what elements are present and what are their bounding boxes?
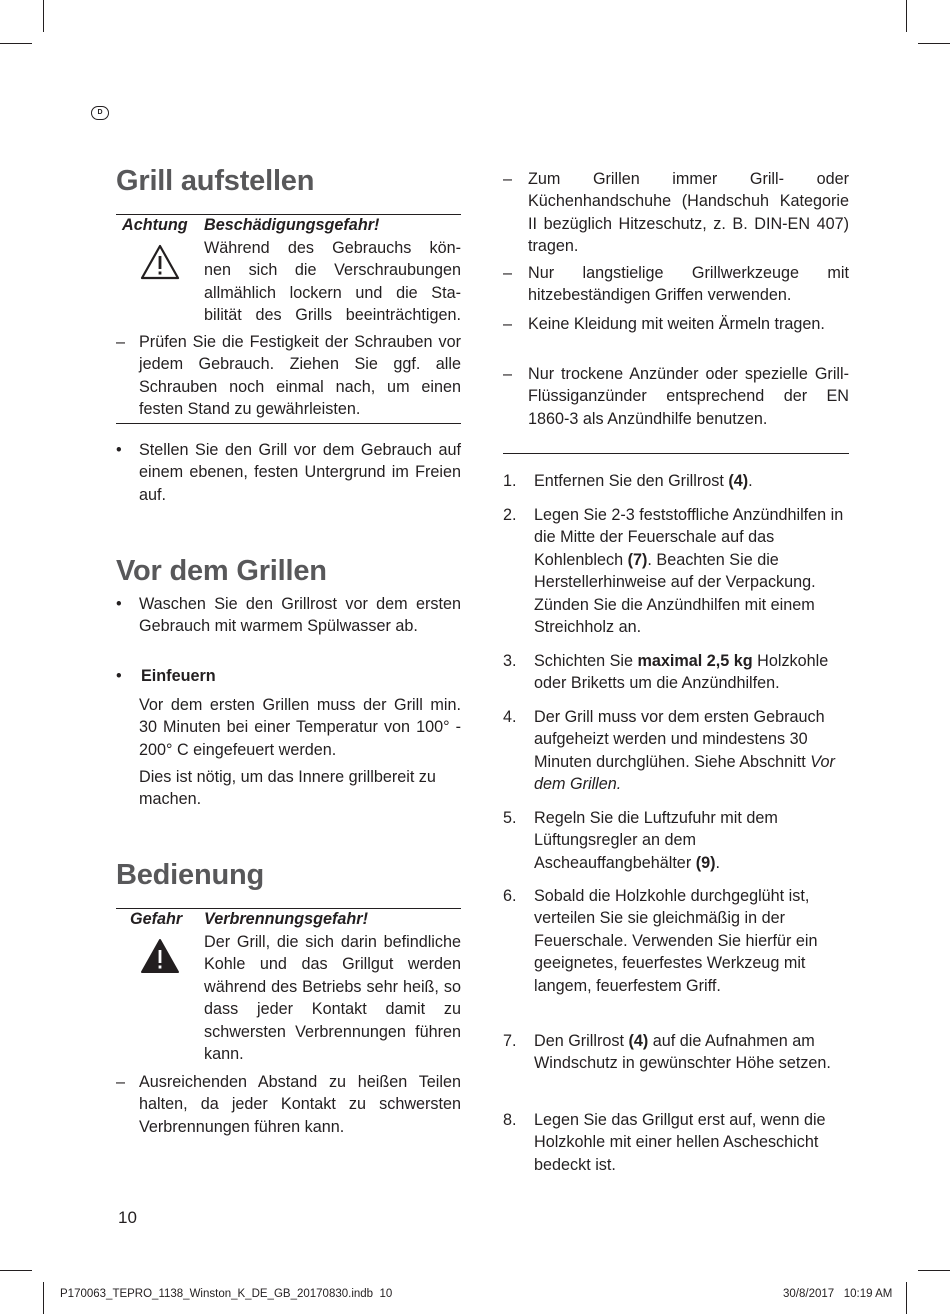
- warning-label: Achtung: [122, 216, 188, 234]
- crop-mark: [918, 43, 950, 44]
- language-badge: D: [91, 106, 109, 120]
- paragraph: Vor dem ersten Grillen muss der Grill min. 30 Minuten bei einer Temperatur von 100° - 200° C eingefeuert werden.: [139, 696, 461, 759]
- dash-marker: –: [503, 365, 513, 383]
- warning-text: Während des Gebrauchs kön- nen sich die Verschraubungen allmählich lockern und die Sta- bilität des Grills beeinträchtigen.: [204, 239, 461, 325]
- dash-marker: –: [116, 333, 126, 351]
- bullet-marker: •: [116, 667, 122, 685]
- crop-mark: [0, 43, 32, 44]
- list-item: [116, 439, 461, 506]
- list-item-title: Einfeuern: [141, 667, 216, 685]
- list-item: [116, 1071, 461, 1138]
- list-item: [503, 168, 849, 258]
- warning-label: Gefahr: [130, 910, 183, 928]
- page-number: 10: [118, 1208, 137, 1227]
- list-item-text: Ausreichenden Abstand zu heißen Teilen halten, da jeder Kontakt zu schwersten Verbrennungen führen kann.: [139, 1073, 461, 1136]
- crop-mark: [906, 0, 907, 32]
- crop-mark: [0, 1270, 32, 1271]
- caution-triangle-icon: [140, 244, 180, 280]
- step-3: 3. Schichten Sie maximal 2,5 kg Holzkohle oder Briketts um die Anzündhilfen.: [503, 652, 829, 693]
- step-8: 8. Legen Sie das Grillgut erst auf, wenn die Holzkohle mit einer hellen Ascheschicht bedeckt ist.: [503, 1111, 826, 1174]
- warning-text: Der Grill, die sich darin befindliche Kohle und das Grillgut werden während des Betriebs sehr heiß, so dass jeder Kontakt damit zu schwersten Verbrennungen führen kann.: [204, 933, 461, 1064]
- step-1: 1. Entfernen Sie den Grillrost (4).: [503, 472, 753, 490]
- divider: [116, 214, 461, 215]
- footer-timestamp: 30/8/2017 10:19 AM: [783, 1288, 893, 1300]
- crop-mark: [918, 1270, 950, 1271]
- list-item-text: Nur trockene Anzünder oder spezielle Grill-Flüssiganzünder entsprechend der EN 1860-3 als Anzündhilfe benutzen.: [528, 365, 849, 428]
- list-item: [503, 262, 849, 307]
- bullet-marker: •: [116, 441, 122, 459]
- step-4: 4. Der Grill muss vor dem ersten Gebrauch aufgeheizt werden und mindestens 30 Minuten durchglühen. Siehe Abschnitt Vor dem Grillen.: [503, 708, 835, 794]
- list-item: [503, 363, 849, 430]
- divider: [503, 453, 849, 454]
- heading-bedienung: Bedienung: [116, 859, 265, 891]
- bullet-marker: •: [116, 595, 122, 613]
- step-6: 6. Sobald die Holzkohle durchgeglüht ist, verteilen Sie sie gleichmäßig in der Feuerschale. Verwenden Sie hierfür ein geeignetes, feuerfestes Werkzeug mit langem, feuerfestem Griff.: [503, 887, 818, 995]
- divider: [116, 423, 461, 424]
- step-5: 5. Regeln Sie die Luftzufuhr mit dem Lüftungsregler an dem Ascheauffangbehälter (9).: [503, 809, 778, 872]
- dash-marker: –: [116, 1073, 126, 1091]
- list-item-text: Waschen Sie den Grillrost vor dem ersten Gebrauch mit warmem Spülwasser ab.: [139, 595, 461, 636]
- list-item: [503, 313, 849, 335]
- paragraph: Dies ist nötig, um das Innere grillbereit zu machen.: [139, 768, 436, 809]
- step-7: 7. Den Grillrost (4) auf die Aufnahmen am Windschutz in gewünschter Höhe setzen.: [503, 1032, 831, 1073]
- list-item-text: Nur langstielige Grillwerkzeuge mit hitzebeständigen Griffen verwenden.: [528, 264, 849, 305]
- footer-file: P170063_TEPRO_1138_Winston_K_DE_GB_20170830.indb 10: [60, 1288, 393, 1300]
- step-2: 2. Legen Sie 2-3 feststoffliche Anzündhilfen in die Mitte der Feuerschale auf das Kohlenblech (7). Beachten Sie die Herstellerhinweise auf der Verpackung. Zünden Sie die Anzündhilfen mit einem Streichholz an.: [503, 506, 844, 637]
- list-item-text: Keine Kleidung mit weiten Ärmeln tragen.: [528, 315, 825, 333]
- list-item: [116, 593, 461, 638]
- crop-mark: [906, 1282, 907, 1314]
- heading-vor-dem-grillen: Vor dem Grillen: [116, 555, 327, 587]
- list-item: [116, 665, 461, 687]
- heading-grill-aufstellen: Grill aufstellen: [116, 165, 315, 197]
- dash-marker: –: [503, 264, 513, 282]
- divider: [116, 908, 461, 909]
- list-item-text: Stellen Sie den Grill vor dem Gebrauch auf einem ebenen, festen Untergrund im Freien auf.: [139, 441, 461, 504]
- warning-title: Verbrennungsgefahr!: [204, 910, 368, 928]
- list-item-text: Prüfen Sie die Festigkeit der Schrauben vor jedem Gebrauch. Ziehen Sie ggf. alle Schrauben noch einmal nach, um einen festen Stand zu gewährleisten.: [139, 333, 461, 419]
- list-item: [116, 331, 461, 421]
- dash-marker: –: [503, 315, 513, 333]
- crop-mark: [43, 0, 44, 32]
- warning-title: Beschädigungsgefahr!: [204, 216, 380, 234]
- list-item-text: Zum Grillen immer Grill- oder Küchenhandschuhe (Handschuh Kategorie II bezüglich Hitzeschutz, z. B. DIN-EN 407) tragen.: [528, 170, 849, 256]
- dash-marker: –: [503, 170, 513, 188]
- danger-triangle-icon: [140, 938, 180, 974]
- crop-mark: [43, 1282, 44, 1314]
